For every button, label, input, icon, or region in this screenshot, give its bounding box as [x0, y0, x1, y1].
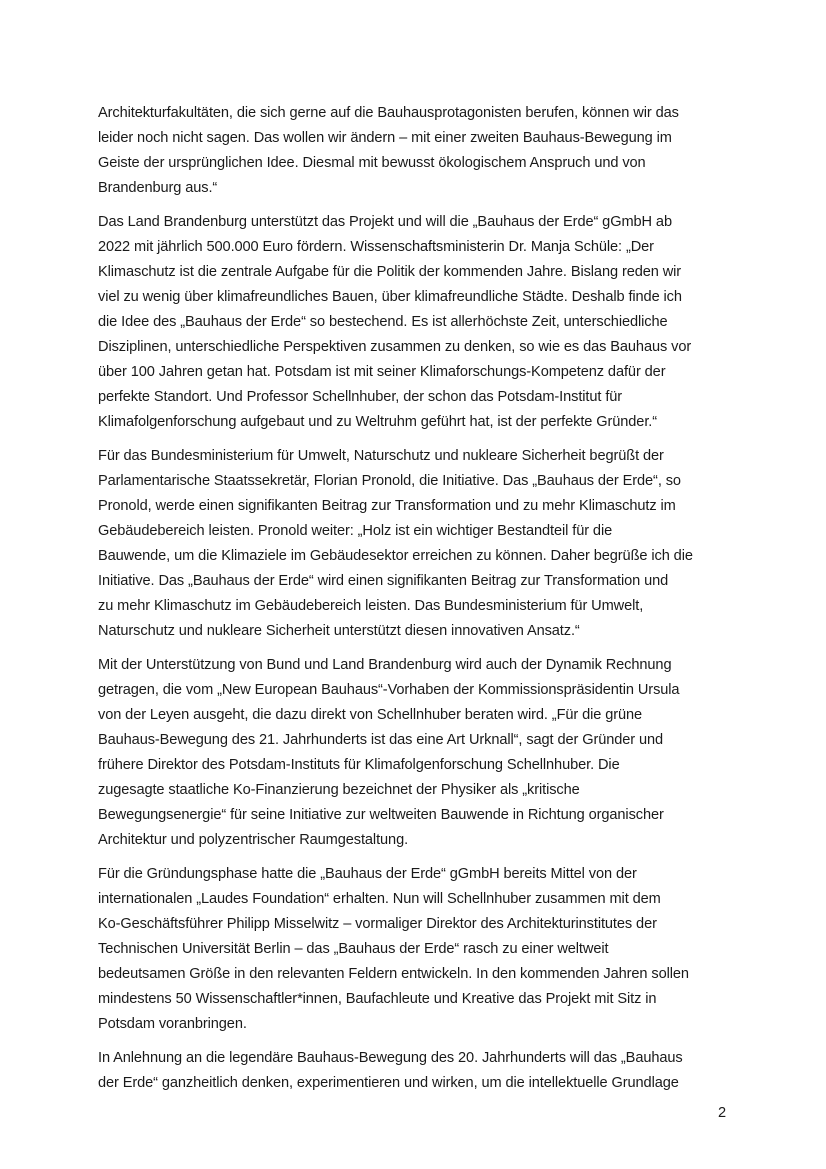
text-line: Pronold, werde einen signifikanten Beitrag zur Transformation und zu mehr Klimaschutz im — [98, 498, 676, 514]
text-line: Gebäudebereich leisten. Pronold weiter: „Holz ist ein wichtiger Bestandteil für die — [98, 523, 613, 539]
text-line: Bewegungsenergie“ für seine Initiative zur weltweiten Bauwende in Richtung organischer — [98, 807, 664, 823]
text-line: Potsdam voranbringen. — [98, 1016, 247, 1032]
text-line: leider noch nicht sagen. Das wollen wir ändern – mit einer zweiten Bauhaus-Bewegung im — [98, 130, 672, 146]
text-line: In Anlehnung an die legendäre Bauhaus-Bewegung des 20. Jahrhunderts will das „Bauhaus — [98, 1050, 683, 1066]
text-line: Brandenburg aus.“ — [98, 180, 218, 196]
text-line: zu mehr Klimaschutz im Gebäudebereich leisten. Das Bundesministerium für Umwelt, — [98, 598, 644, 614]
text-line: Disziplinen, unterschiedliche Perspektiven zusammen zu denken, so wie es das Bauhaus vor — [98, 339, 692, 355]
text-line: frühere Direktor des Potsdam-Instituts für Klimafolgenforschung Schellnhuber. Die — [98, 757, 620, 773]
text-line: der Erde“ ganzheitlich denken, experimentieren und wirken, um die intellektuelle Grundlage — [98, 1075, 679, 1091]
text-line: die Idee des „Bauhaus der Erde“ so bestechend. Es ist allerhöchste Zeit, unterschiedliche — [98, 314, 668, 330]
text-line: Klimafolgenforschung aufgebaut und zu Weltruhm geführt hat, ist der perfekte Gründer.“ — [98, 414, 657, 430]
text-line: Architektur und polyzentrischer Raumgestaltung. — [98, 832, 409, 848]
paragraph — [98, 653, 738, 853]
text-line: mindestens 50 Wissenschaftler*innen, Baufachleute und Kreative das Projekt mit Sitz in — [98, 991, 657, 1007]
text-line: internationalen „Laudes Foundation“ erhalten. Nun will Schellnhuber zusammen mit dem — [98, 891, 661, 907]
text-line: Ko-Geschäftsführer Philipp Misselwitz – vormaliger Direktor des Architekturinstitutes der — [98, 916, 657, 932]
text-line: bedeutsamen Größe in den relevanten Feldern entwickeln. In den kommenden Jahren sollen — [98, 966, 689, 982]
text-line: Das Land Brandenburg unterstützt das Projekt und will die „Bauhaus der Erde“ gGmbH ab — [98, 214, 672, 230]
text-line: viel zu wenig über klimafreundliches Bauen, über klimafreundliche Städte. Deshalb finde ich — [98, 289, 682, 305]
document-body — [98, 101, 738, 1105]
text-line: Naturschutz und nukleare Sicherheit unterstützt diesen innovativen Ansatz.“ — [98, 623, 580, 639]
text-line: Bauwende, um die Klimaziele im Gebäudesektor erreichen zu können. Daher begrüße ich die — [98, 548, 693, 564]
text-line: Architekturfakultäten, die sich gerne auf die Bauhausprotagonisten berufen, können wir das — [98, 105, 679, 121]
text-line: Bauhaus-Bewegung des 21. Jahrhunderts ist das eine Art Urknall“, sagt der Gründer und — [98, 732, 664, 748]
paragraph — [98, 101, 738, 201]
text-line: zugesagte staatliche Ko-Finanzierung bezeichnet der Physiker als „kritische — [98, 782, 580, 798]
paragraph — [98, 444, 738, 644]
paragraph — [98, 862, 738, 1037]
text-line: perfekte Standort. Und Professor Schellnhuber, der schon das Potsdam-Institut für — [98, 389, 623, 405]
text-line: 2022 mit jährlich 500.000 Euro fördern. Wissenschaftsministerin Dr. Manja Schüle: „Der — [98, 239, 654, 255]
text-line: Klimaschutz ist die zentrale Aufgabe für die Politik der kommenden Jahre. Bislang reden wir — [98, 264, 682, 280]
text-line: Technischen Universität Berlin – das „Bauhaus der Erde“ rasch zu einer weltweit — [98, 941, 609, 957]
paragraph — [98, 210, 738, 435]
paragraph — [98, 1046, 738, 1096]
text-line: Für das Bundesministerium für Umwelt, Naturschutz und nukleare Sicherheit begrüßt der — [98, 448, 664, 464]
text-line: getragen, die vom „New European Bauhaus“-Vorhaben der Kommissionspräsidentin Ursula — [98, 682, 680, 698]
page-number: 2 — [718, 1105, 727, 1121]
text-line: über 100 Jahren getan hat. Potsdam ist mit seiner Klimaforschungs-Kompetenz dafür der — [98, 364, 666, 380]
text-line: Parlamentarische Staatssekretär, Florian Pronold, die Initiative. Das „Bauhaus der Erde“, so — [98, 473, 681, 489]
text-line: Initiative. Das „Bauhaus der Erde“ wird einen signifikanten Beitrag zur Transformation und — [98, 573, 669, 589]
text-line: Mit der Unterstützung von Bund und Land Brandenburg wird auch der Dynamik Rechnung — [98, 657, 672, 673]
text-line: Für die Gründungsphase hatte die „Bauhaus der Erde“ gGmbH bereits Mittel von der — [98, 866, 637, 882]
text-line: Geiste der ursprünglichen Idee. Diesmal mit bewusst ökologischem Anspruch und von — [98, 155, 646, 171]
text-line: von der Leyen ausgeht, die dazu direkt von Schellnhuber beraten wird. „Für die grüne — [98, 707, 643, 723]
